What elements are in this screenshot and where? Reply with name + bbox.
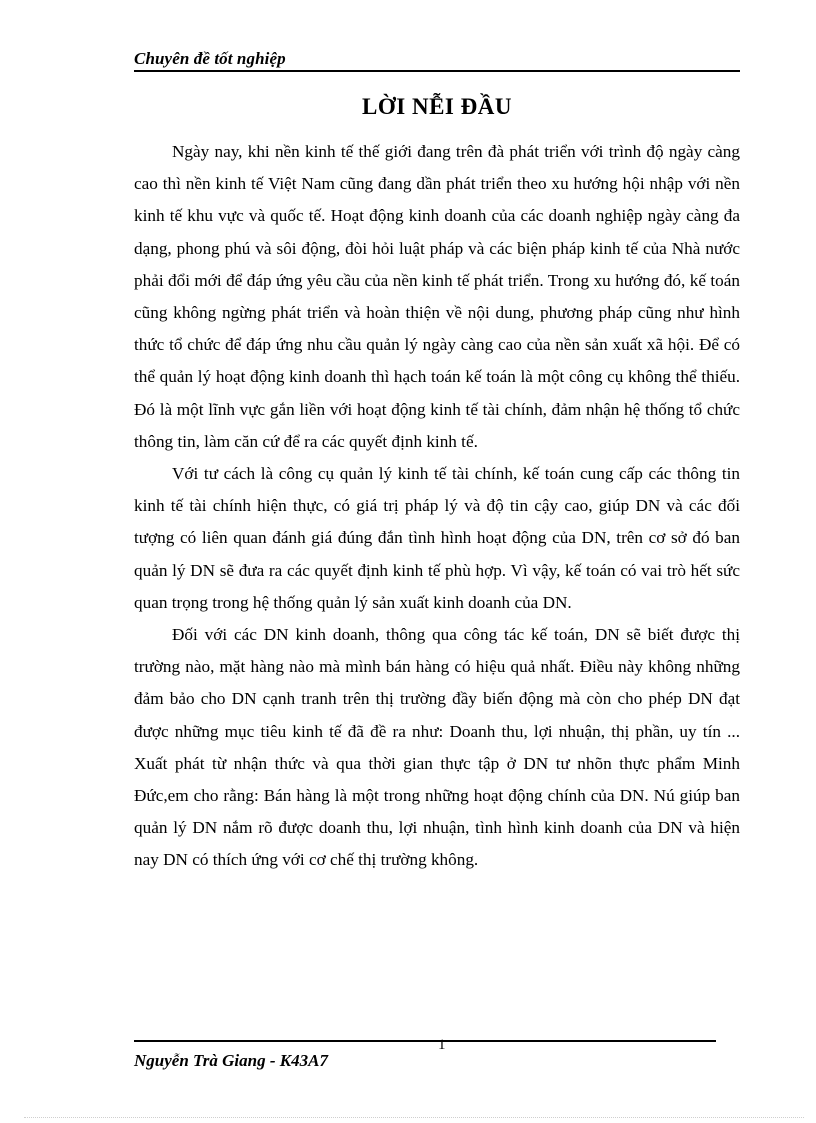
page-bottom-dotted-line (24, 1117, 804, 1118)
footer-author: Nguyễn Trà Giang - K43A7 (134, 1051, 328, 1070)
paragraph-3: Đối với các DN kinh doanh, thông qua công tác kế toán, DN sẽ biết được thị trường nào, mặt hàng nào mà mình bán hàng có hiệu quả nhất. Điều này không những đảm bảo cho DN cạnh tranh trên thị trường đầy biến động mà còn cho phép DN đạt được những mục tiêu kinh tế đã đề ra như: Doanh thu, lợi nhuận, thị phần, uy tín ... Xuất phát từ nhận thức và qua thời gian thực tập ở DN tư nhõn thực phẩm Minh Đức,em cho rằng: Bán hàng là một trong những hoạt động chính của DN. Nú giúp ban quản lý DN nắm rõ được doanh thu, lợi nhuận, tình hình kinh doanh của DN và hiện nay DN có thích ứng với cơ chế thị trường không. (134, 625, 740, 870)
paragraph-2: Với tư cách là công cụ quản lý kinh tế tài chính, kế toán cung cấp các thông tin kinh tế tài chính hiện thực, có giá trị pháp lý và độ tin cậy cao, giúp DN và các đối tượng có liên quan đánh giá đúng đắn tình hình hoạt động của DN, trên cơ sở đó ban quản lý DN sẽ đưa ra các quyết định kinh tế phù hợp. Vì vậy, kế toán có vai trò hết sức quan trọng trong hệ thống quản lý sản xuất kinh doanh của DN. (134, 464, 740, 612)
page-number: 1 (438, 1037, 446, 1053)
page-title: LỜI NỄI ĐẦU (362, 94, 512, 119)
body-text (134, 136, 740, 877)
footer-divider (134, 1040, 716, 1042)
header-divider (134, 70, 740, 72)
paragraph-1: Ngày nay, khi nền kinh tế thế giới đang trên đà phát triển với trình độ ngày càng cao thì nền kinh tế Việt Nam cũng đang dần phát triển theo xu hướng hội nhập với nền kinh tế khu vực và quốc tế. Hoạt động kinh doanh của các doanh nghiệp ngày càng đa dạng, phong phú và sôi động, đòi hỏi luật pháp và các biện pháp kinh tế của Nhà nước phải đổi mới để đáp ứng yêu cầu của nền kinh tế phát triển. Trong xu hướng đó, kế toán cũng không ngừng phát triển và hoàn thiện về nội dung, phương pháp cũng như hình thức tổ chức để đáp ứng nhu cầu quản lý ngày càng cao của nền sản xuất xã hội. Để có thể quản lý hoạt động kinh doanh thì hạch toán kế toán là một công cụ không thể thiếu. Đó là một lĩnh vực gắn liền với hoạt động kinh tế tài chính, đảm nhận hệ thống tổ chức thông tin, làm căn cứ để ra các quyết định kinh tế. (134, 142, 740, 451)
running-header: Chuyên đề tốt nghiệp (134, 49, 286, 68)
